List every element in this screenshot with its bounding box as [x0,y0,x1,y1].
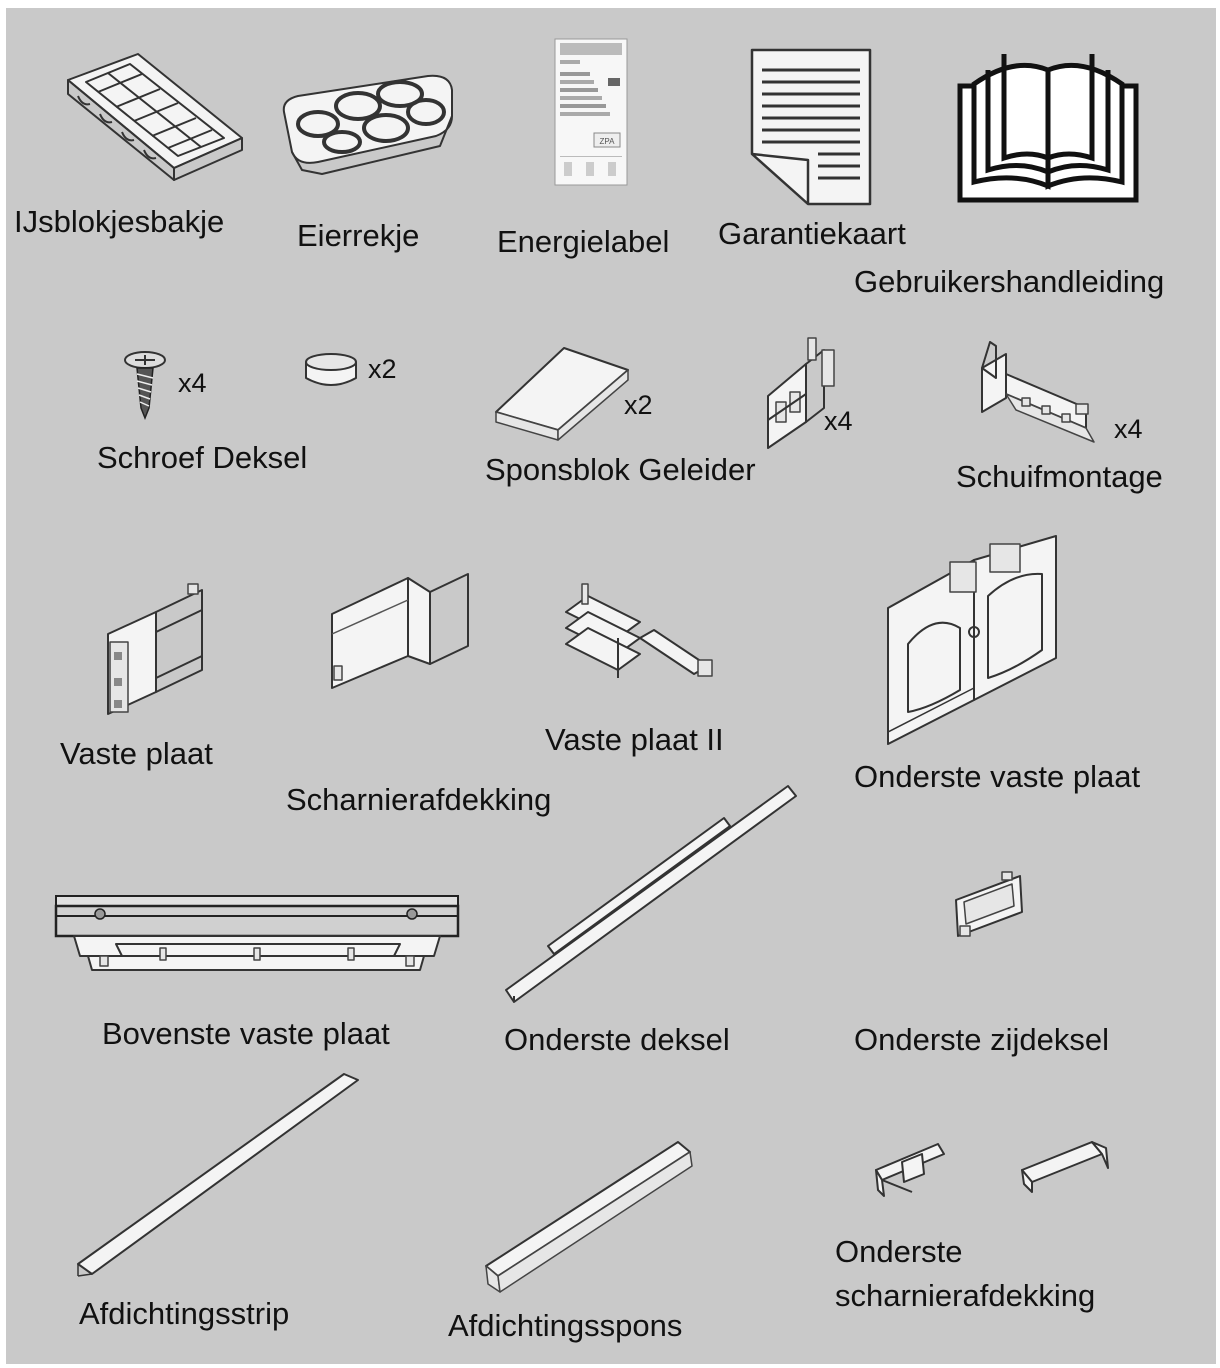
seal-sponge-label: Afdichtingsspons [448,1308,683,1343]
lower-side-cover-icon [950,870,1030,947]
drawer-mount-icon [976,338,1116,453]
warranty-card-label: Garantiekaart [718,216,906,251]
guide-quantity: x4 [824,406,853,436]
fixed-plate-label: Vaste plaat [60,736,213,771]
fixed-plate-icon [102,582,212,727]
hinge-cover-label: Scharnierafdekking [286,782,552,817]
accessories-sheet [6,8,1216,1364]
lower-fixed-plate-label: Onderste vaste plaat [854,759,1141,794]
upper-fixed-plate-label: Bovenste vaste plaat [102,1016,390,1051]
cover-quantity: x2 [368,354,397,384]
energy-label-label: Energielabel [497,224,670,259]
upper-fixed-plate-icon [54,892,460,987]
screw-icon [120,350,170,425]
energy-label-icon [554,38,628,191]
egg-rack-icon [278,66,458,181]
user-manual-icon [954,46,1144,211]
lower-cover-icon [502,782,802,1009]
fixed-plate-2-icon [558,578,718,693]
lower-hinge-cover-label-line2: scharnierafdekking [835,1278,1096,1313]
drawer-mount-label: Schuifmontage [956,459,1163,494]
lower-hinge-cover-icon-b [1016,1138,1112,1199]
user-manual-label: Gebruikershandleiding [854,264,1165,299]
sponge-quantity: x2 [624,390,653,420]
lower-hinge-cover-label-line1: Onderste [835,1234,963,1269]
sponge-guide-label: Sponsblok Geleider [485,452,756,487]
seal-sponge-icon [478,1138,698,1303]
ice-tray-icon [58,50,248,185]
lower-side-cover-label: Onderste zijdeksel [854,1022,1110,1057]
drawer-quantity: x4 [1114,414,1143,444]
egg-rack-label: Eierrekje [297,218,420,253]
fixed-plate-2-label: Vaste plaat II [545,722,724,757]
warranty-card-icon [748,48,874,213]
sponge-block-icon [492,346,632,441]
seal-strip-icon [74,1070,364,1285]
lower-fixed-plate-icon [874,532,1064,753]
ice-tray-label: IJsblokjesbakje [14,204,225,239]
lower-cover-label: Onderste deksel [504,1022,730,1057]
screw-cover-icon [302,352,360,397]
seal-strip-label: Afdichtingsstrip [79,1296,290,1331]
screw-cover-label: Schroef Deksel [97,440,308,475]
screw-quantity: x4 [178,368,207,398]
lower-hinge-cover-icon-a [872,1140,952,1205]
hinge-cover-icon [326,570,476,695]
energy-class-text: ZPA [599,137,615,146]
